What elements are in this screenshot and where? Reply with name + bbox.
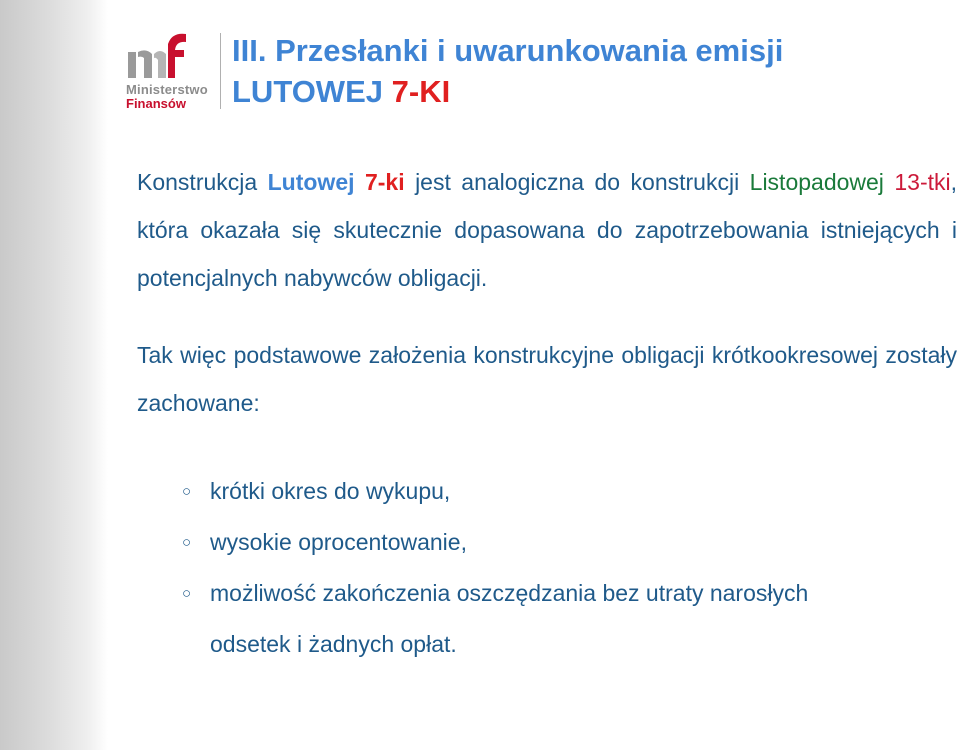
logo-line1: Ministerstwo [126, 82, 208, 97]
para1-listopadowej: Listopadowej [749, 169, 884, 195]
sidebar-gradient [0, 0, 108, 750]
list-item [182, 568, 810, 670]
list-item-text: krótki okres do wykupu, [210, 478, 451, 504]
title-7ki: 7-KI [391, 74, 451, 109]
logo-line2: Finansów [126, 96, 186, 111]
ministry-logo-mark-icon [128, 30, 192, 80]
circle-bullet-icon: ○ [182, 534, 192, 551]
para1-text2: jest analogiczna do konstrukcji [415, 169, 740, 195]
para1-13tki: 13-tki [894, 169, 951, 195]
para1-7ki: 7-ki [364, 169, 405, 195]
title-line1: III. Przesłanki i uwarunkowania emisji [232, 33, 784, 68]
list-item-text: wysokie oprocentowanie, [210, 529, 467, 555]
header-divider [220, 33, 221, 109]
list-item-text: możliwość zakończenia oszczędzania bez utraty narosłych odsetek i żadnych opłat. [210, 580, 809, 657]
paragraph-assumptions: Tak więc podstawowe założenia konstrukcyjne obligacji krótkookresowej zostały zachowane: [137, 342, 957, 416]
para1-text3: , która okazała się skutecznie dopasowana do zapotrzebowania istniejących i potencjalnych nabywców obligacji. [137, 169, 958, 291]
title-lutowej: LUTOWEJ [232, 74, 383, 109]
title-line2 [232, 71, 783, 112]
circle-bullet-icon: ○ [182, 585, 192, 602]
para1-lutowej: Lutowej [267, 169, 355, 195]
paragraph-intro [137, 158, 957, 302]
page-title [232, 30, 783, 112]
circle-bullet-icon: ○ [182, 483, 192, 500]
ministry-logo [122, 30, 210, 110]
list-item [182, 466, 882, 517]
list-item [182, 517, 882, 568]
para1-text1: Konstrukcja [137, 169, 258, 195]
feature-list [182, 466, 882, 670]
